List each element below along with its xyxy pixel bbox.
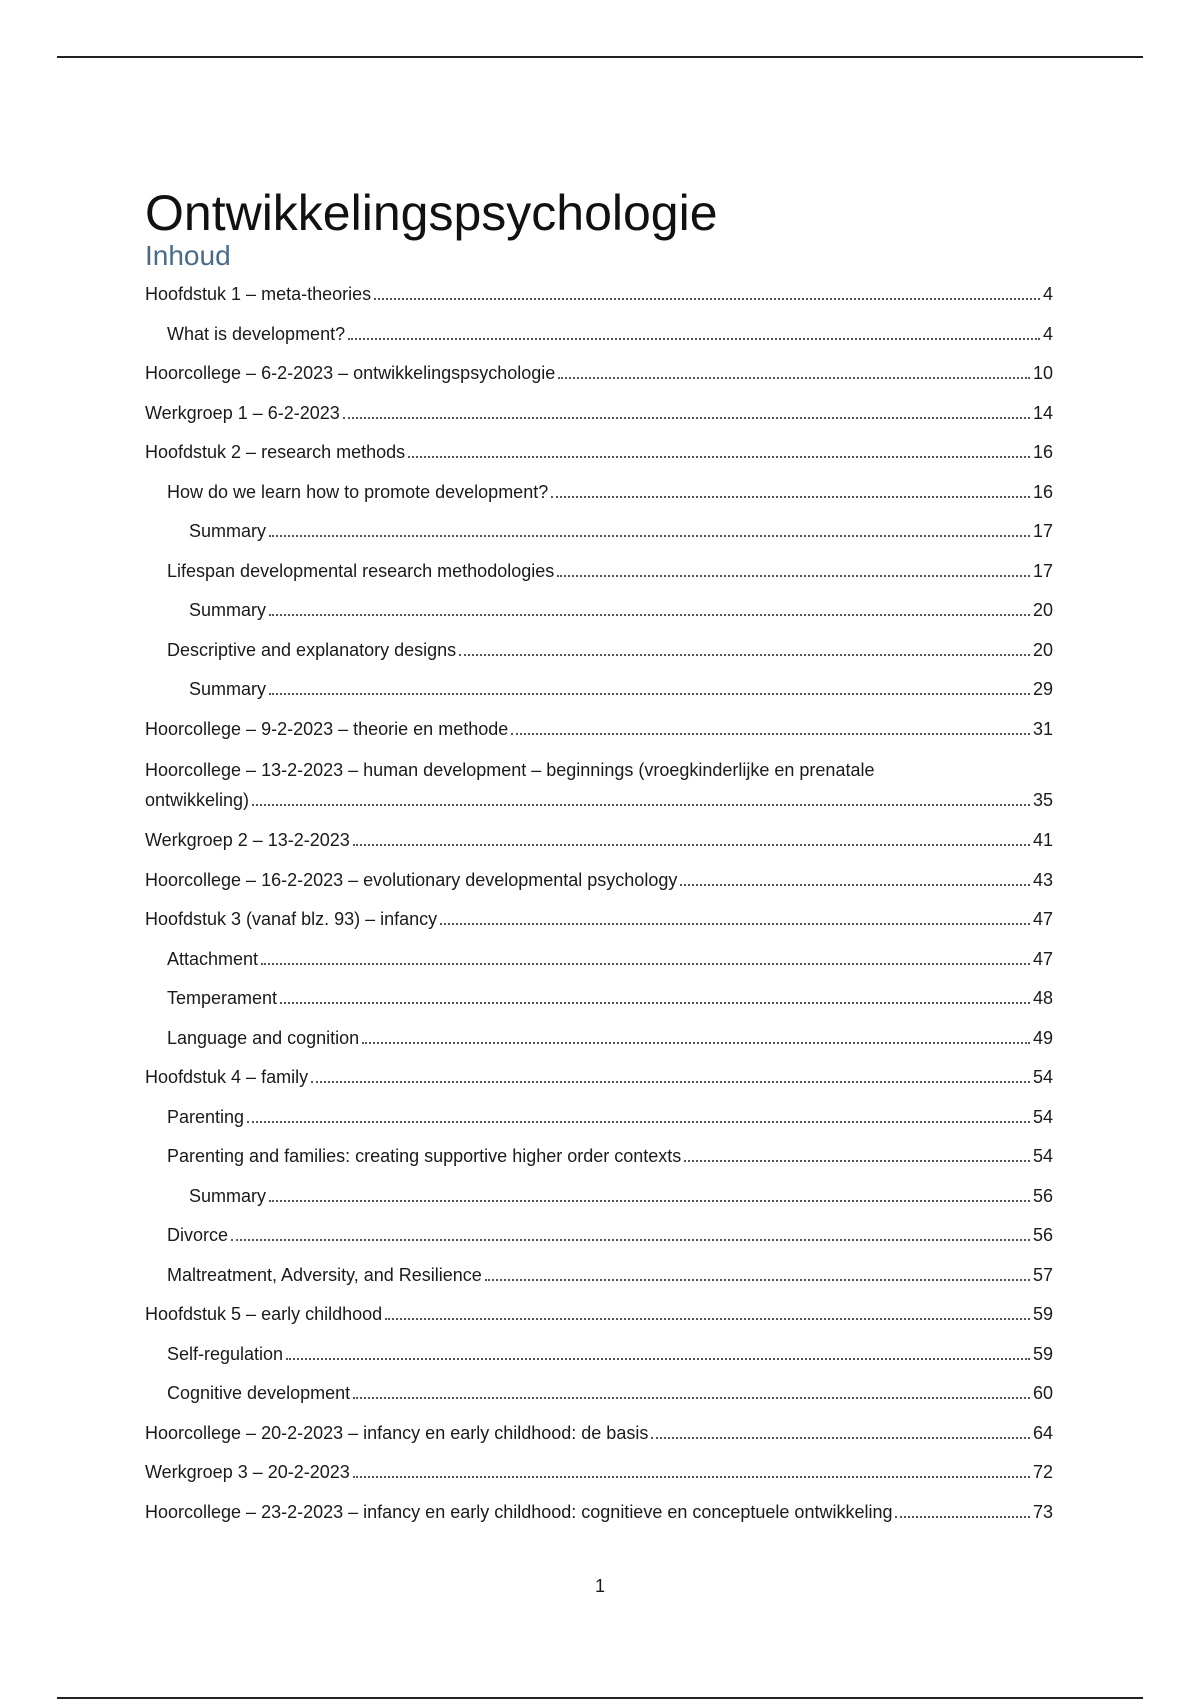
toc-entry[interactable]	[145, 356, 1053, 396]
toc-entry-page: 10	[1032, 363, 1053, 383]
toc-entry-page: 4	[1042, 323, 1053, 344]
dot-leader	[895, 1516, 1029, 1518]
toc-entry[interactable]	[145, 1416, 1053, 1456]
toc-entry-page: 47	[1032, 909, 1053, 929]
toc-entry-label: Temperament	[167, 988, 278, 1008]
toc-entry-label: Attachment	[167, 948, 259, 969]
toc-entry-label: Self-regulation	[167, 1343, 284, 1364]
toc-entry-page: 20	[1032, 600, 1053, 620]
toc-entry[interactable]	[145, 514, 1053, 554]
toc-entry-page: 43	[1032, 869, 1053, 890]
dot-leader	[348, 338, 1040, 340]
toc-entry-page: 56	[1032, 1185, 1053, 1206]
toc-entry[interactable]	[145, 751, 1053, 823]
toc-entry[interactable]	[145, 435, 1053, 475]
toc-entry-page: 35	[1032, 790, 1053, 810]
toc-entry[interactable]	[145, 672, 1053, 712]
dot-leader	[680, 884, 1030, 886]
toc-entry-label: Hoorcollege – 23-2-2023 – infancy en early childhood: cognitieve en conceptuele ontwikkeling	[145, 1501, 893, 1522]
toc-entry-label: Parenting and families: creating supportive higher order contexts	[167, 1146, 682, 1166]
toc-entry-label: Summary	[189, 521, 267, 541]
toc-entry-page: 57	[1032, 1264, 1053, 1285]
toc-entry-label: Hoorcollege – 16-2-2023 – evolutionary developmental psychology	[145, 869, 678, 890]
table-of-contents	[145, 277, 1053, 1534]
toc-entry[interactable]	[145, 1337, 1053, 1377]
toc-entry-label: Hoofdstuk 2 – research methods	[145, 442, 406, 462]
dot-leader	[231, 1239, 1030, 1241]
toc-entry-page: 31	[1032, 718, 1053, 739]
toc-entry-page: 14	[1032, 402, 1053, 423]
dot-leader	[558, 377, 1030, 379]
toc-entry-label: Maltreatment, Adversity, and Resilience	[167, 1264, 482, 1285]
toc-entry-page: 54	[1032, 1146, 1053, 1166]
dot-leader	[261, 963, 1030, 965]
dot-leader	[247, 1121, 1030, 1123]
toc-entry[interactable]	[145, 396, 1053, 436]
toc-entry-label: Language and cognition	[167, 1027, 360, 1048]
toc-entry[interactable]	[145, 942, 1053, 982]
toc-entry[interactable]	[145, 317, 1053, 357]
toc-entry-page: 47	[1032, 948, 1053, 969]
toc-entry-page: 16	[1032, 442, 1053, 462]
toc-entry[interactable]	[145, 823, 1053, 863]
toc-entry-page: 29	[1032, 679, 1053, 699]
page-number: 1	[594, 1576, 605, 1596]
toc-entry-label: Parenting	[167, 1106, 245, 1127]
toc-entry-label: Summary	[189, 600, 267, 620]
toc-entry-page: 48	[1032, 988, 1053, 1008]
toc-entry-page: 17	[1032, 521, 1053, 541]
toc-entry-page: 72	[1032, 1462, 1053, 1482]
toc-entry-label: Hoofdstuk 3 (vanaf blz. 93) – infancy	[145, 909, 438, 929]
toc-entry[interactable]	[145, 1455, 1053, 1495]
toc-entry-label: Werkgroep 3 – 20-2-2023	[145, 1462, 350, 1482]
toc-entry-label: Summary	[189, 679, 267, 699]
toc-entry-page: 59	[1032, 1304, 1053, 1324]
dot-leader	[551, 496, 1030, 498]
toc-entry-page: 49	[1032, 1027, 1053, 1048]
toc-entry-continuation	[145, 785, 1053, 815]
toc-entry-page: 64	[1032, 1422, 1053, 1443]
dot-leader	[557, 575, 1030, 577]
dot-leader	[343, 417, 1030, 419]
toc-entry[interactable]	[145, 1297, 1053, 1337]
toc-entry[interactable]	[145, 863, 1053, 903]
document-title: Ontwikkelingspsychologie	[145, 184, 718, 241]
toc-entry[interactable]	[145, 981, 1053, 1021]
toc-entry-label: Hoofdstuk 4 – family	[145, 1067, 309, 1087]
toc-entry[interactable]	[145, 1100, 1053, 1140]
dot-leader	[511, 733, 1030, 735]
toc-entry-label: Hoofdstuk 1 – meta-theories	[145, 284, 372, 304]
dot-leader	[408, 456, 1030, 458]
dot-leader	[385, 1318, 1030, 1320]
dot-leader	[353, 844, 1030, 846]
dot-leader	[353, 1397, 1030, 1399]
toc-entry-label: How do we learn how to promote development?	[167, 481, 549, 502]
header-rule	[57, 56, 1143, 58]
dot-leader	[311, 1081, 1030, 1083]
toc-entry-label: Hoorcollege – 9-2-2023 – theorie en methode	[145, 718, 509, 739]
toc-entry[interactable]	[145, 1021, 1053, 1061]
toc-entry-label: Hoorcollege – 20-2-2023 – infancy en early childhood: de basis	[145, 1422, 649, 1443]
toc-entry-page: 56	[1032, 1225, 1053, 1245]
toc-entry-page: 4	[1042, 284, 1053, 304]
toc-entry[interactable]	[145, 1258, 1053, 1298]
toc-entry-page: 59	[1032, 1343, 1053, 1364]
toc-entry[interactable]	[145, 1060, 1053, 1100]
toc-entry[interactable]	[145, 475, 1053, 515]
toc-entry-page: 41	[1032, 830, 1053, 850]
dot-leader	[485, 1279, 1030, 1281]
toc-entry-label: What is development?	[167, 323, 346, 344]
toc-entry-label: Lifespan developmental research methodologies	[167, 560, 555, 581]
toc-entry[interactable]	[145, 633, 1053, 673]
dot-leader	[684, 1160, 1030, 1162]
dot-leader	[286, 1358, 1030, 1360]
toc-entry[interactable]	[145, 1376, 1053, 1416]
toc-entry[interactable]	[145, 1218, 1053, 1258]
dot-leader	[459, 654, 1030, 656]
dot-leader	[353, 1476, 1030, 1478]
dot-leader	[440, 923, 1030, 925]
toc-entry-label: Werkgroep 2 – 13-2-2023	[145, 830, 350, 850]
toc-entry-page: 54	[1032, 1106, 1053, 1127]
toc-entry-page: 16	[1032, 481, 1053, 502]
toc-entry-label: Divorce	[167, 1225, 229, 1245]
toc-entry[interactable]	[145, 1179, 1053, 1219]
dot-leader	[269, 693, 1030, 695]
toc-entry-label: ontwikkeling)	[145, 790, 250, 810]
toc-entry[interactable]	[145, 902, 1053, 942]
toc-entry-label: Hoorcollege – 6-2-2023 – ontwikkelingspsychologie	[145, 363, 556, 383]
toc-entry[interactable]	[145, 593, 1053, 633]
dot-leader	[651, 1437, 1030, 1439]
toc-heading: Inhoud	[145, 240, 231, 271]
dot-leader	[269, 1200, 1030, 1202]
toc-entry-label: Hoofdstuk 5 – early childhood	[145, 1304, 383, 1324]
dot-leader	[374, 298, 1040, 300]
toc-entry[interactable]	[145, 712, 1053, 752]
dot-leader	[269, 614, 1030, 616]
dot-leader	[362, 1042, 1030, 1044]
footer-rule	[57, 1697, 1143, 1699]
toc-entry-label: Summary	[189, 1185, 267, 1206]
toc-entry-label: Werkgroep 1 – 6-2-2023	[145, 402, 340, 423]
toc-entry[interactable]	[145, 554, 1053, 594]
toc-entry[interactable]	[145, 1495, 1053, 1535]
dot-leader	[280, 1002, 1030, 1004]
toc-entry[interactable]	[145, 277, 1053, 317]
toc-entry-label: Descriptive and explanatory designs	[167, 639, 457, 660]
dot-leader	[252, 804, 1030, 806]
toc-entry-page: 17	[1032, 560, 1053, 581]
toc-entry-page: 54	[1032, 1067, 1053, 1087]
toc-entry-page: 73	[1032, 1501, 1053, 1522]
toc-entry-page: 60	[1032, 1383, 1053, 1403]
toc-entry-label: Hoorcollege – 13-2-2023 – human development – beginnings (vroegkinderlijke en prenatale	[145, 760, 875, 780]
toc-entry-page: 20	[1032, 639, 1053, 660]
toc-entry-label: Cognitive development	[167, 1383, 351, 1403]
toc-entry[interactable]	[145, 1139, 1053, 1179]
dot-leader	[269, 535, 1030, 537]
